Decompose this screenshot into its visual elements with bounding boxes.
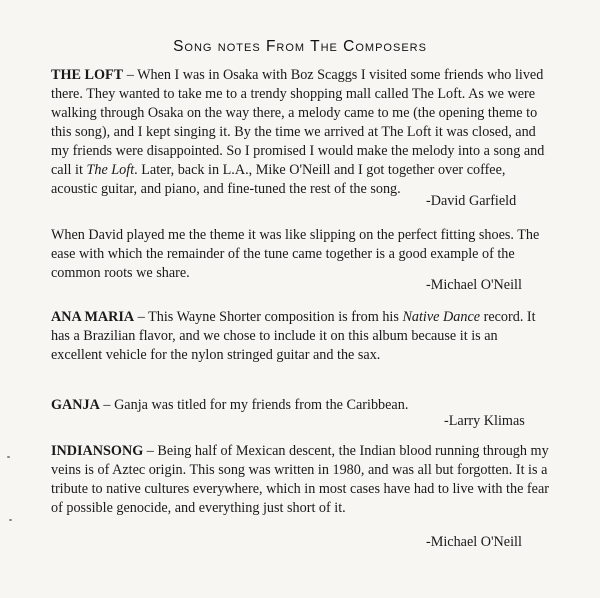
note-ana-maria: [51, 308, 551, 365]
scan-speck: [7, 456, 10, 458]
note-text: – Ganja was titled for my friends from the Caribbean.: [99, 397, 409, 413]
song-heading-the-loft: THE LOFT: [51, 67, 124, 83]
scan-speck: [9, 519, 12, 521]
page-title: Song notes From The Composers: [173, 38, 427, 55]
note-text: – When I was in Osaka with Boz Scaggs I visited some friends who lived there. They wanted to take me to a trendy shopping mall called The Loft. As we were walking through Osaka on the way there, a melody came to me (the opening theme to this song), and I kept singing it. By the time we arrived at The Loft it was closed, and my friends were disappointed. So I promised I would make the melody into a song and call it: [51, 67, 545, 178]
note-the-loft: [51, 66, 551, 199]
note-italic-title: The Loft: [86, 162, 135, 178]
note-reply: When David played me the theme it was like slipping on the perfect fitting shoes. The ease with which the remainder of the tune came together is a good example of the common roots we share.: [51, 227, 540, 281]
note-text: record. It has a Brazilian flavor, and we chose to include it on this album because it is an excellent vehicle for the nylon stringed guitar and the sax.: [51, 309, 536, 363]
signature-michael-oneill: -Michael O'Neill: [426, 277, 522, 293]
signature-david-garfield: -David Garfield: [426, 193, 517, 209]
song-heading-ana-maria: ANA MARIA: [51, 309, 135, 325]
signature-michael-oneill: -Michael O'Neill: [426, 534, 522, 550]
signature-larry-klimas: -Larry Klimas: [444, 413, 525, 429]
note-text: – Being half of Mexican descent, the Indian blood running through my veins is of Aztec origin. This song was written in 1980, and was all but forgotten. It is a tribute to native cultures everywhere, which in most cases have had to live with the fear of possible genocide, and everything just short of it.: [51, 443, 549, 516]
song-heading-ganja: GANJA: [51, 397, 100, 413]
song-heading-indiansong: INDIANSONG: [51, 443, 144, 459]
note-italic-title: Native Dance: [402, 309, 481, 325]
note-text: – This Wayne Shorter composition is from his: [134, 309, 403, 325]
note-indiansong: [51, 442, 551, 518]
note-text: . Later, back in L.A., Mike O'Neill and I got together over coffee, acoustic guitar, and piano, and fine-tuned the rest of the song.: [51, 162, 506, 197]
